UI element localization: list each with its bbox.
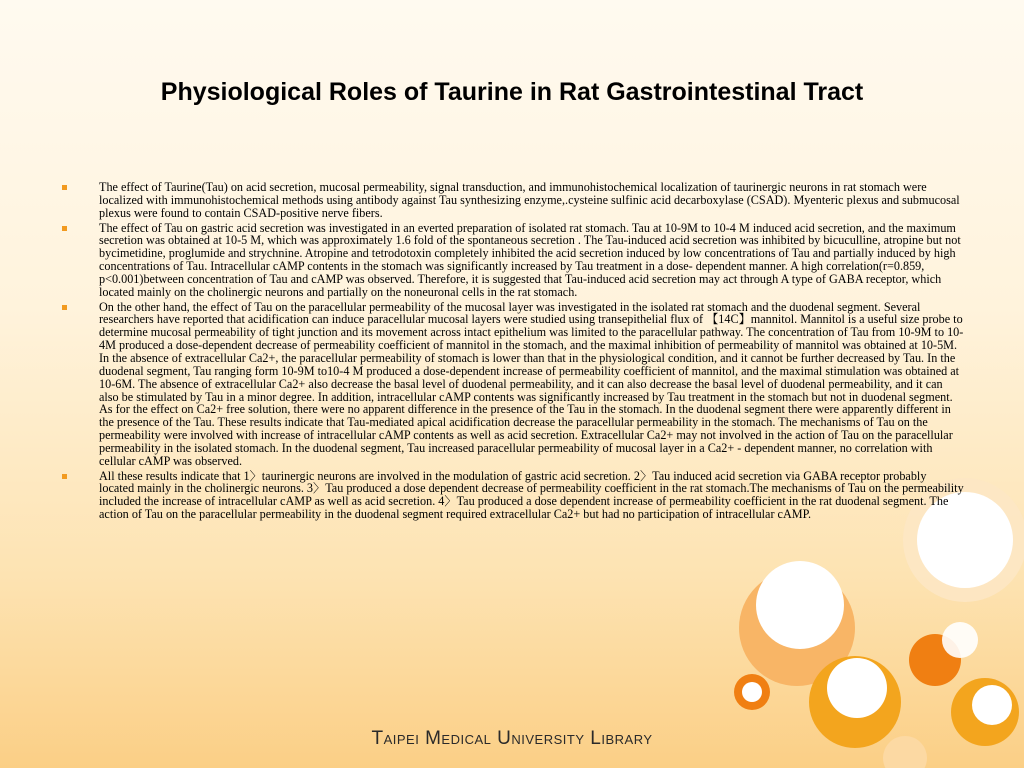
bullet-text: All these results indicate that 1〉taurinergic neurons are involved in the modulation of gastric acid secretion. 2〉Tau induced acid secretion via GABA receptor probably located mainly in the cholinergic neurons. 3〉Tau produced a dose dependent decrease of permeability coefficient in the rat stomach.The mechanisms of Tau on the permeability included the increase of intracellular cAMP as well as acid secretion. 4〉Tau produced a dose dependent increase of permeability coefficient in the rat duodenal segment. The action of Tau on the paracellular permeability in the duodenal segment required extracellular Ca2+ but had no participation of intracellular cAMP. <box>99 468 964 522</box>
bullet-list <box>56 181 964 523</box>
bullet-item <box>56 301 964 468</box>
slide-title: Physiological Roles of Taurine in Rat Gastrointestinal Tract <box>160 78 864 106</box>
bullet-item <box>56 470 964 521</box>
bullet-text: On the other hand, the effect of Tau on the paracellular permeability of the mucosal layer was investigated in the isolated rat stomach and the duodenal segment. Several researchers have reported that acidification can induce paracellular mucosal layers were studied using transepithelial flux of 【14C】mannitol. Mannitol is a useful size probe to determine mucosal permeability of tight junction and its movement across intact epithelium was limited to the paracellular pathway. The concentration of Tau from 10-9M to 10-4M produced a dose-dependent decrease of permeability coefficient of mannitol in the stomach, and the maximal inhibition of permeability of mannitol was obtained at 10-5M. In the absence of extracellular Ca2+, the paracellular permeability of stomach is lower than that in the physiological condition, and it cannot be further decreased by Tau. In the duodenal segment, Tau ranging form 10-9M to10-4 M produced a dose-dependent increase of permeability coefficient of mannitol, and the maximal stimulation was obtained at 10-6M. The absence of extracellular Ca2+ also decrease the basal level of duodenal permeability, and it can also decrease the basal level of duodenal permeability, and it can also be stimulated by Tau in a minor degree. In addition, intracellular cAMP contents was significantly increased by Tau treatment in the stomach but not in duodenal segment. As for the effect on Ca2+ free solution, there were no apparent difference in the presence of the Tau in the stomach. In the duodenal segment there were apparently different in the presence of the Tau. These results indicate that Tau-mediated apical acidification decrease the paracellular permeability in the stomach. The mechanisms of Tau on the permeability were involved with increase of intracellular cAMP contents as well as acid secretion. Extracellular Ca2+ may not involved in the action of Tau on the paracellular permeability in the isolated stomach. In the duodenal segment, Tau increased paracellular permeability of mucosal layer in a Ca2+ - dependent manner, no correlation with cellular cAMP was observed. <box>99 299 964 468</box>
bullet-item <box>56 181 964 220</box>
decor-circle-white-ring-2 <box>756 561 844 649</box>
square-bullet-icon <box>62 185 67 190</box>
square-bullet-icon <box>62 305 67 310</box>
decor-circle-white-ring-4 <box>827 658 887 718</box>
square-bullet-icon <box>62 226 67 231</box>
decor-circle-white-right <box>942 622 978 658</box>
footer-library-name: Taipei Medical University Library <box>371 728 653 749</box>
bullet-text: The effect of Tau on gastric acid secretion was investigated in an everted preparation of isolated rat stomach. Tau at 10-9M to 10-4 M induced acid secretion, and the maximum secretion was obtained at 10-5 M, which was approximately 1.6 fold of the spontaneous secretion . The Tau-induced acid secretion was inhibited by bicuculline, atropine but not bycimetidine, proglumide and strychnine. Atropine and tetrodotoxin completely inhibited the acid secretion induced by low concentrations of Tau and partially induced by high concentrations of Tau. Intracellular cAMP contents in the stomach was significantly increased by Tau treatment in a dose- dependent manner. A high correlation(r=0.859, p<0.001)between concentration of Tau and cAMP was observed. Therefore, it is suggested that Tau-induced acid secretion may act through A type of GABA receptor, which located mainly on the cholinergic neurons and partially on the noneuronal cells in the rat stomach. <box>99 220 961 299</box>
bullet-item <box>56 222 964 299</box>
square-bullet-icon <box>62 474 67 479</box>
bullet-text: The effect of Taurine(Tau) on acid secretion, mucosal permeability, signal transduction, and immunohistochemical localization of taurinergic neurons in rat stomach were localized with immunohistochemical methods using antibody against Tau synthesizing enzyme,.cysteine sulfinic acid decarboxylase (CSAD). Myenteric plexus and submucosal plexus were found to contain CSAD-positive nerve fibers. <box>99 180 960 220</box>
decor-circle-white-ring-5 <box>972 685 1012 725</box>
decor-circle-white-ring-3 <box>742 682 762 702</box>
